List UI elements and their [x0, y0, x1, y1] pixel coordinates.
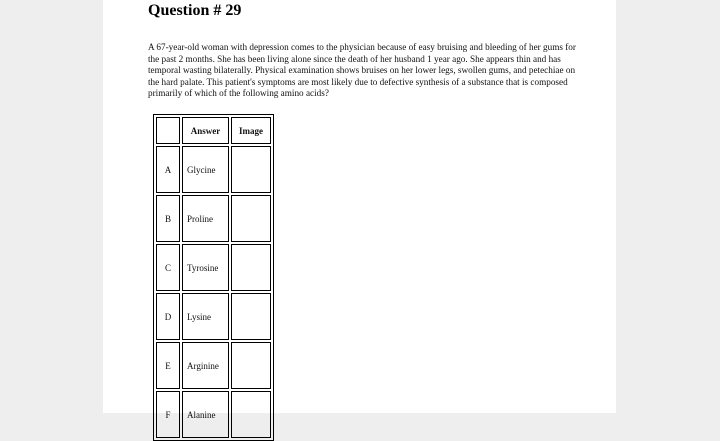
question-title: Question # 29 [148, 2, 242, 19]
answer-table-header-row [156, 117, 271, 144]
answer-choice[interactable]: Lysine [182, 293, 229, 340]
answer-choice[interactable]: Alanine [182, 391, 229, 438]
answer-row-c[interactable] [156, 244, 271, 291]
answer-letter: D [156, 293, 180, 340]
answer-row-e[interactable] [156, 342, 271, 389]
answer-row-a[interactable] [156, 146, 271, 193]
answer-image-cell [231, 342, 271, 389]
answer-image-cell [231, 195, 271, 242]
answer-letter: C [156, 244, 180, 291]
answer-image-cell [231, 146, 271, 193]
answer-choice[interactable]: Proline [182, 195, 229, 242]
answer-letter: B [156, 195, 180, 242]
header-answer: Answer [182, 117, 229, 144]
answer-choice[interactable]: Glycine [182, 146, 229, 193]
answer-letter: F [156, 391, 180, 438]
answer-row-b[interactable] [156, 195, 271, 242]
question-page [103, 0, 616, 420]
answer-letter: A [156, 146, 180, 193]
header-letter-column [156, 117, 180, 144]
answer-letter: E [156, 342, 180, 389]
question-stem: A 67-year-old woman with depression comes to the physician because of easy bruising and bleeding of her gums for the past 2 months. She has been living alone since the death of her husband 1 year ago. She appears thin and has temporal wasting bilaterally. Physical examination shows bruises on her lower legs, swollen gums, and petechiae on the hard palate. This patient's symptoms are most likely due to defective synthesis of a substance that is composed primarily of which of the following amino acids? [148, 42, 576, 98]
answer-row-f[interactable] [156, 391, 271, 438]
answer-row-d[interactable] [156, 293, 271, 340]
answer-image-cell [231, 391, 271, 438]
answer-choice[interactable]: Arginine [182, 342, 229, 389]
answer-image-cell [231, 293, 271, 340]
answer-image-cell [231, 244, 271, 291]
header-image: Image [231, 117, 271, 144]
answer-table [153, 114, 274, 441]
answer-choice[interactable]: Tyrosine [182, 244, 229, 291]
